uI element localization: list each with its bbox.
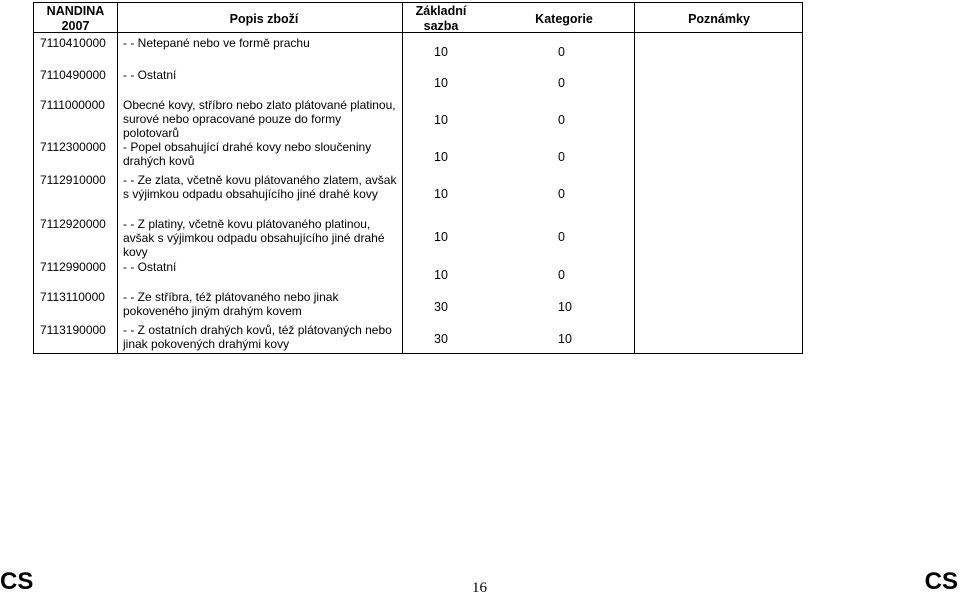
header-base-rate: Základní sazba — [415, 4, 467, 33]
row-category: 0 — [558, 230, 565, 244]
row-code: 7112920000 — [40, 217, 106, 231]
row-base-rate: 10 — [434, 187, 448, 201]
row-code: 7111000000 — [40, 98, 105, 112]
row-category: 0 — [558, 76, 565, 90]
row-code: 7112990000 — [40, 260, 106, 274]
row-base-rate: 30 — [434, 332, 448, 346]
row-description: - - Ostatní — [123, 68, 177, 82]
footer-right-mark: CS — [924, 568, 958, 595]
row-code: 7110410000 — [40, 36, 106, 50]
row-description: - Popel obsahující drahé kovy nebo sloučeniny drahých kovů — [123, 140, 372, 168]
row-base-rate: 10 — [434, 113, 448, 127]
row-base-rate: 10 — [434, 230, 448, 244]
row-description: - - Ze stříbra, též plátovaného nebo jinak pokoveného jiným drahým kovem — [123, 290, 339, 318]
row-code: 7112910000 — [40, 173, 106, 187]
column-divider — [634, 3, 635, 353]
tariff-table — [33, 2, 803, 354]
row-category: 0 — [558, 150, 565, 164]
row-code: 7112300000 — [40, 140, 106, 154]
row-description: Obecné kovy, stříbro nebo zlato plátované platinou, surové nebo opracované pouze do formy polotovarů — [123, 98, 396, 140]
footer-left-mark: CS — [0, 568, 34, 595]
row-category: 10 — [558, 300, 572, 314]
column-divider — [117, 3, 118, 353]
row-description: - - Ze zlata, včetně kovu plátovaného zlatem, avšak s výjimkou odpadu obsahujícího jiné drahé kovy — [123, 173, 397, 201]
row-base-rate: 10 — [434, 268, 448, 282]
header-notes: Poznámky — [688, 12, 750, 26]
column-divider — [402, 3, 403, 353]
header-description: Popis zboží — [229, 12, 299, 26]
row-category: 0 — [558, 45, 565, 59]
row-category: 0 — [558, 113, 565, 127]
header-code: NANDINA 2007 — [46, 4, 105, 33]
row-category: 0 — [558, 268, 565, 282]
header-category: Kategorie — [535, 12, 593, 26]
row-base-rate: 10 — [434, 45, 448, 59]
row-base-rate: 30 — [434, 300, 448, 314]
row-description: - - Ostatní — [123, 260, 177, 274]
row-description: - - Z ostatních drahých kovů, též plátovaných nebo jinak pokovených drahými kovy — [123, 323, 392, 351]
row-code: 7113190000 — [40, 323, 106, 337]
row-base-rate: 10 — [434, 76, 448, 90]
row-code: 7110490000 — [40, 68, 106, 82]
row-code: 7113110000 — [40, 290, 105, 304]
row-category: 10 — [558, 332, 572, 346]
row-description: - - Netepané nebo ve formě prachu — [123, 36, 310, 50]
row-description: - - Z platiny, včetně kovu plátovaného platinou, avšak s výjimkou odpadu obsahujícího jiné drahé kovy — [123, 217, 385, 259]
page-number: 16 — [472, 580, 487, 596]
row-base-rate: 10 — [434, 150, 448, 164]
row-category: 0 — [558, 187, 565, 201]
